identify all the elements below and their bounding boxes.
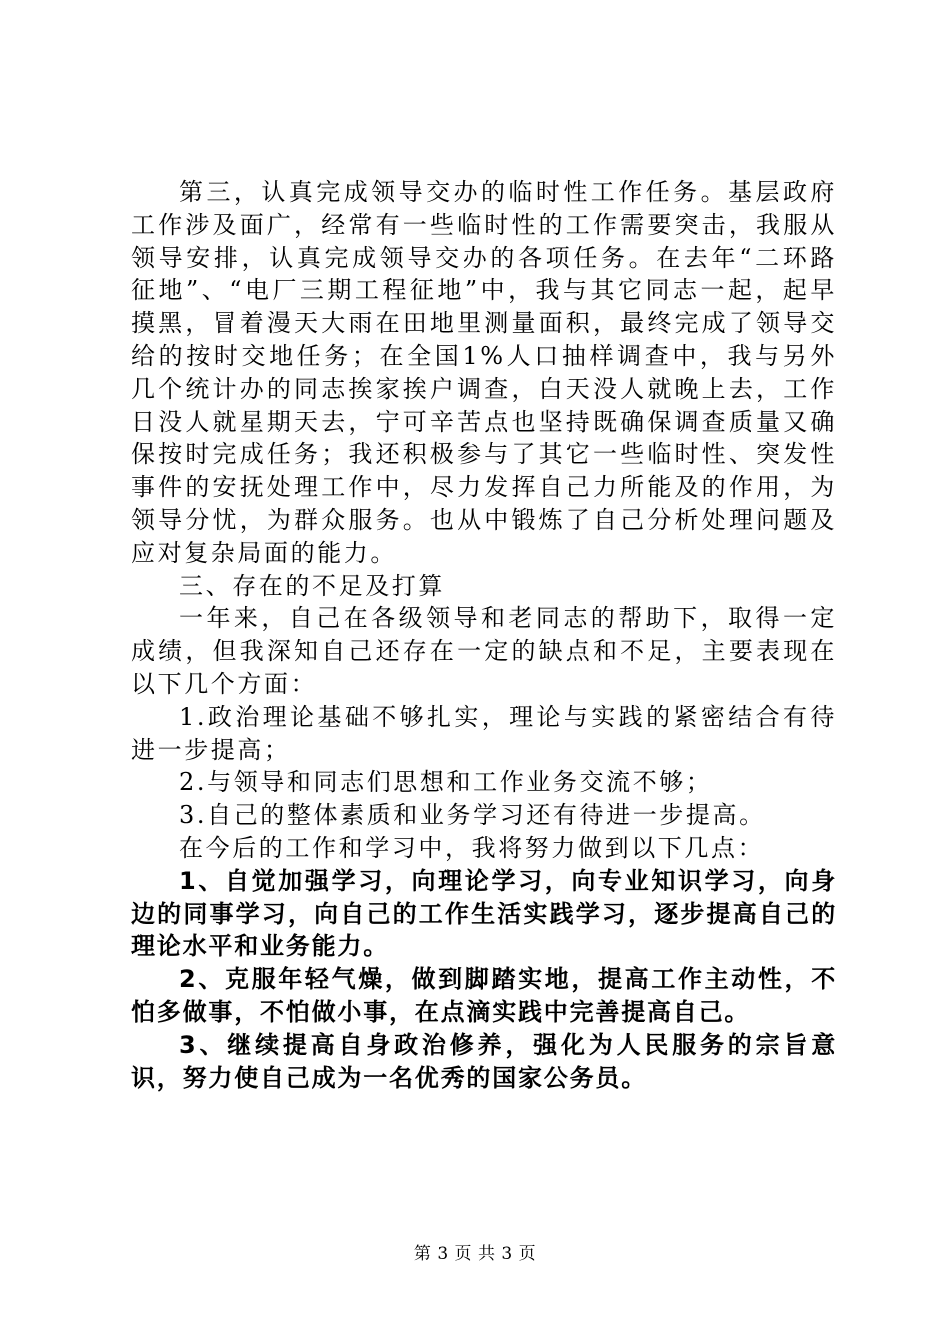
plan-item-3: 3、继续提高自身政治修养，强化为人民服务的宗旨意识，努力使自己成为一名优秀的国家公务员。	[131, 1030, 837, 1092]
shortcoming-item-3: 3.自己的整体素质和业务学习还有待进一步提高。	[179, 801, 766, 830]
shortcoming-item-1: 1.政治理论基础不够扎实，理论与实践的紧密结合有待进一步提高；	[131, 702, 837, 764]
section-heading-shortcomings-and-plans: 三、存在的不足及打算	[179, 571, 445, 600]
paragraph-shortcomings-intro: 一年来，自己在各级领导和老同志的帮助下，取得一定成绩，但我深知自己还存在一定的缺点和不足，主要表现在以下几个方面：	[131, 604, 837, 698]
plan-item-2: 2、克服年轻气燥，做到脚踏实地，提高工作主动性，不怕多做事，不怕做小事，在点滴实践中完善提高自己。	[131, 965, 837, 1026]
document-body	[131, 176, 837, 1094]
paragraph-plans-intro: 在今后的工作和学习中，我将努力做到以下几点：	[179, 833, 765, 862]
plan-item-1: 1、自觉加强学习，向理论学习，向专业知识学习，向身边的同事学习，向自己的工作生活实践学习，逐步提高自己的理论水平和业务能力。	[131, 866, 837, 961]
page-number-footer: 第 3 页 共 3 页	[413, 1244, 537, 1264]
shortcoming-item-2: 2.与领导和同志们思想和工作业务交流不够；	[179, 768, 713, 797]
paragraph-third-temporary-tasks: 第三，认真完成领导交办的临时性工作任务。基层政府工作涉及面广，经常有一些临时性的工作需要突击，我服从领导安排，认真完成领导交办的各项任务。在去年“二环路征地”、“电厂三期工程征地”中，我与其它同志一起，起早摸黑，冒着漫天大雨在田地里测量面积，最终完成了领导交给的按时交地任务；在全国1%人口抽样调查中，我与另外几个统计办的同志挨家挨户调查，白天没人就晚上去，工作日没人就星期天去，宁可辛苦点也坚持既确保调查质量又确保按时完成任务；我还积极参与了其它一些临时性、突发性事件的安抚处理工作中，尽力发挥自己力所能及的作用，为领导分忧，为群众服务。也从中锻炼了自己分析处理问题及应对复杂局面的能力。	[131, 178, 837, 567]
